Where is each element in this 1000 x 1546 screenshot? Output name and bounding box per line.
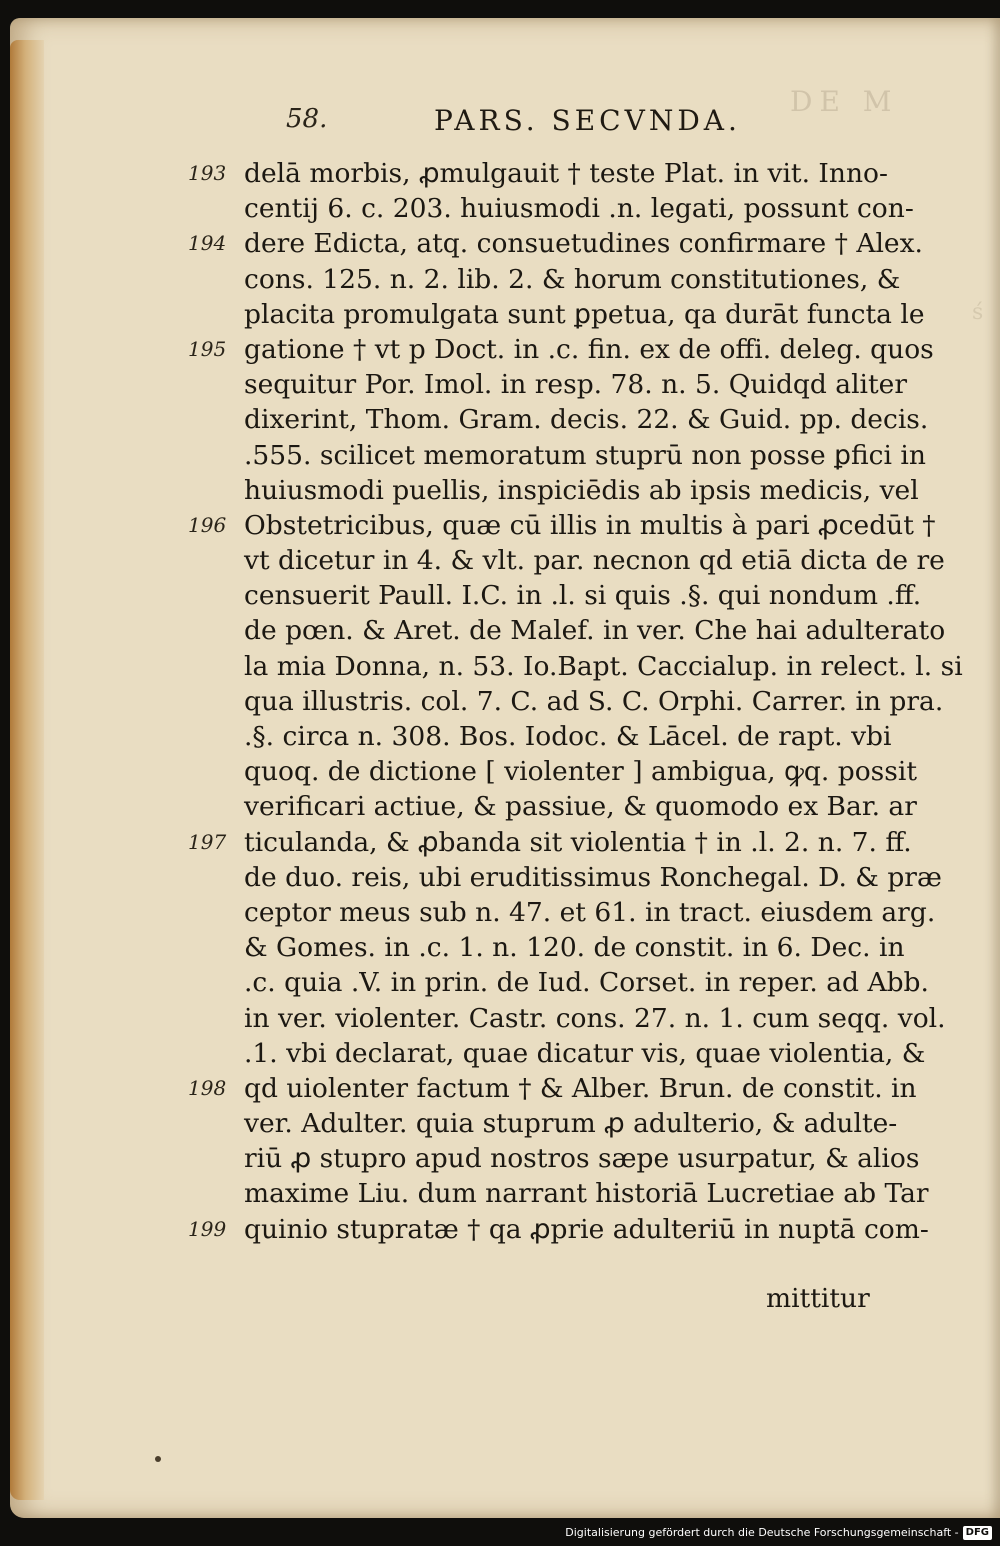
text-line xyxy=(188,262,968,297)
text-line xyxy=(188,1071,968,1106)
ink-spot xyxy=(155,1456,161,1462)
line-text: ceptor meus sub n. 47. et 61. in tract. eiusdem arg. xyxy=(244,896,936,928)
text-line xyxy=(188,438,968,473)
line-text: cons. 125. n. 2. lib. 2. & horum constitutiones, & xyxy=(244,263,901,295)
marginal-number: 195 xyxy=(188,336,227,361)
marginal-number: 196 xyxy=(188,512,227,537)
text-line xyxy=(188,754,968,789)
line-text: dere Edicta, atq. consuetudines confirmare † Alex. xyxy=(244,228,923,260)
line-text: quoq. de dictione [ violenter ] ambigua, ꝙq. possit xyxy=(244,756,917,788)
text-line xyxy=(188,156,968,191)
line-text: in ver. violenter. Castr. cons. 27. n. 1. cum seqq. vol. xyxy=(244,1002,946,1034)
line-text: vt dicetur in 4. & vlt. par. necnon qd etiā dicta de re xyxy=(244,545,945,577)
text-line xyxy=(188,1141,968,1176)
text-line xyxy=(188,402,968,437)
text-line xyxy=(188,789,968,824)
line-text: Obstetricibus, quæ cū illis in multis à pari ꝓcedūt † xyxy=(244,509,936,541)
marginal-number: 197 xyxy=(188,829,227,854)
text-line xyxy=(188,1212,968,1247)
text-line xyxy=(188,613,968,648)
line-text: centij 6. c. 203. huiusmodi .n. legati, possunt con- xyxy=(244,193,914,225)
text-line xyxy=(188,332,968,367)
digitization-credit xyxy=(565,1524,992,1542)
text-line xyxy=(188,367,968,402)
line-text: .§. circa n. 308. Bos. Iodoc. & Lācel. de rapt. vbi xyxy=(244,721,892,752)
text-line xyxy=(188,297,968,332)
line-text: .c. quia .V. in prin. de Iud. Corset. in reper. ad Abb. xyxy=(244,967,929,999)
text-line xyxy=(188,543,968,578)
line-text: verificari actiue, & passiue, & quomodo ex Bar. ar xyxy=(244,791,917,823)
text-line xyxy=(188,719,968,754)
text-line xyxy=(188,1001,968,1036)
line-text: ticulanda, & ꝓbanda sit violentia † in .l. 2. n. 7. ff. xyxy=(244,826,912,858)
line-text: sequitur Por. Imol. in resp. 78. n. 5. Quidqd aliter xyxy=(244,369,908,401)
text-line xyxy=(188,191,968,226)
text-line xyxy=(188,1036,968,1071)
text-line xyxy=(188,1106,968,1141)
text-line xyxy=(188,895,968,930)
text-line xyxy=(188,965,968,1000)
line-text: maxime Liu. dum narrant historiā Lucretiae ab Tar xyxy=(244,1178,929,1210)
page-number: 58. xyxy=(286,104,328,134)
text-line xyxy=(188,649,968,684)
line-text: qd uiolenter factum † & Alber. Brun. de constit. in xyxy=(244,1072,917,1104)
line-text: riū ꝓ stupro apud nostros sæpe usurpatur, & alios xyxy=(244,1143,920,1175)
text-line xyxy=(188,930,968,965)
marginal-number: 198 xyxy=(188,1075,227,1100)
line-text: .1. vbi declarat, quae dicatur vis, quae violentia, & xyxy=(244,1037,926,1069)
line-text: qua illustris. col. 7. C. ad S. C. Orphi. Carrer. in pra. xyxy=(244,685,944,717)
dfg-logo: DFG xyxy=(963,1526,992,1540)
line-text: de duo. reis, ubi eruditissimus Ronchegal. D. & præ xyxy=(244,861,942,893)
text-line xyxy=(188,825,968,860)
line-text: placita promulgata sunt ꝑpetua, qa durāt functa le xyxy=(244,298,925,330)
text-line xyxy=(188,860,968,895)
line-text: censuerit Paull. I.C. in .l. si quis .§. qui nondum .ff. xyxy=(244,580,922,612)
page-header xyxy=(0,104,1000,144)
text-line xyxy=(188,1176,968,1211)
line-text: delā morbis, ꝓmulgauit † teste Plat. in vit. Inno- xyxy=(244,158,888,189)
running-head: PARS. SECVNDA. xyxy=(434,104,741,137)
line-text: ver. Adulter. quia stuprum ꝓ adulterio, & adulte- xyxy=(244,1108,898,1140)
line-text: & Gomes. in .c. 1. n. 120. de constit. in 6. Dec. in xyxy=(244,932,905,964)
text-line xyxy=(188,473,968,508)
line-text: la mia Donna, n. 53. Io.Bapt. Caccialup. in relect. l. si xyxy=(244,650,963,682)
line-text: huiusmodi puellis, inspiciēdis ab ipsis medicis, vel xyxy=(244,474,919,506)
line-text: gatione † vt p Doct. in .c. fin. ex de offi. deleg. quos xyxy=(244,333,934,365)
text-line xyxy=(188,578,968,613)
text-line xyxy=(188,508,968,543)
marginal-number: 194 xyxy=(188,231,227,256)
bleed-through-mark: ś xyxy=(972,300,984,325)
bleed-through-text: DE M xyxy=(790,85,899,118)
line-text: quinio stupratæ † qa ꝓprie adulteriū in nuptā com- xyxy=(244,1213,929,1245)
marginal-number: 199 xyxy=(188,1216,227,1241)
line-text: .555. scilicet memoratum stuprū non posse ꝑfici in xyxy=(244,439,926,471)
catchword: mittitur xyxy=(766,1283,870,1314)
text-line xyxy=(188,684,968,719)
text-block xyxy=(188,156,968,1247)
marginal-number: 193 xyxy=(188,161,227,185)
line-text: de pœn. & Aret. de Malef. in ver. Che hai adulterato xyxy=(244,615,946,647)
credit-text: Digitalisierung gefördert durch die Deutsche Forschungsgemeinschaft - xyxy=(565,1526,959,1539)
line-text: dixerint, Thom. Gram. decis. 22. & Guid. pp. decis. xyxy=(244,404,929,436)
page-edge xyxy=(10,40,44,1500)
text-line xyxy=(188,226,968,261)
